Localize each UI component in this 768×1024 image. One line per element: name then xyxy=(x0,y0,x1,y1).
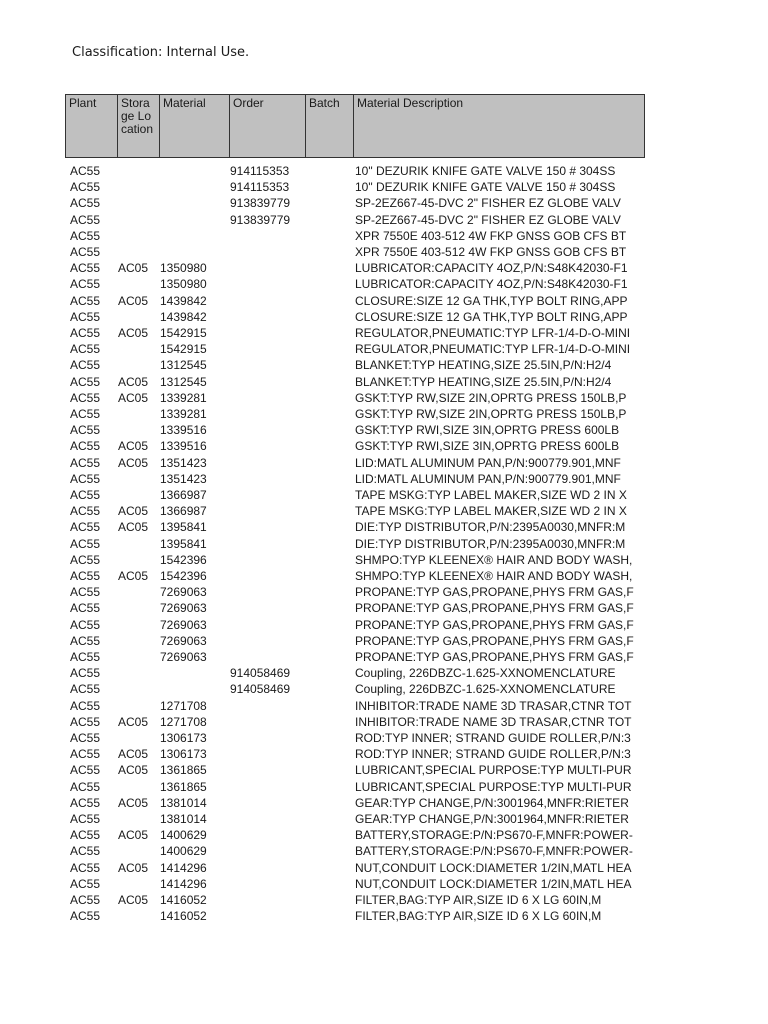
cell-material-description: GEAR:TYP CHANGE,P/N:3001964,MNFR:RIETER xyxy=(355,795,629,810)
cell-storage-location: AC05 xyxy=(118,293,149,308)
cell-plant: AC55 xyxy=(70,455,101,470)
cell-plant: AC55 xyxy=(70,860,101,875)
table-row xyxy=(0,228,768,244)
cell-material: 1339516 xyxy=(160,423,207,438)
cell-plant: AC55 xyxy=(70,795,101,810)
cell-plant: AC55 xyxy=(70,569,101,583)
cell-material: 7269063 xyxy=(160,585,207,600)
table-row xyxy=(0,568,768,584)
cell-plant: AC55 xyxy=(70,342,101,357)
table-row xyxy=(0,762,768,778)
cell-material: 1395841 xyxy=(160,536,207,551)
cell-material-description: FILTER,BAG:TYP AIR,SIZE ID 6 X LG 60IN,M xyxy=(355,893,602,907)
cell-material-description: LUBRICANT,SPECIAL PURPOSE:TYP MULTI-PUR xyxy=(355,779,632,794)
cell-material-description: BATTERY,STORAGE:P/N:PS670-F,MNFR:POWER- xyxy=(355,844,633,859)
cell-plant: AC55 xyxy=(70,698,101,713)
cell-material-description: GSKT:TYP RWI,SIZE 3IN,OPRTG PRESS 600LB xyxy=(355,439,620,454)
cell-material-description: TAPE MSKG:TYP LABEL MAKER,SIZE WD 2 IN X xyxy=(355,504,627,519)
table-row xyxy=(0,276,768,292)
table-row xyxy=(0,876,768,892)
cell-order: 913839779 xyxy=(230,196,291,211)
cell-material-description: PROPANE:TYP GAS,PROPANE,PHYS FRM GAS,F xyxy=(355,601,634,616)
cell-storage-location: AC05 xyxy=(118,747,149,762)
cell-material: 1414296 xyxy=(160,876,207,891)
cell-material: 1395841 xyxy=(160,520,207,535)
cell-plant: AC55 xyxy=(70,909,101,924)
header-material: Material xyxy=(159,95,229,157)
table-row xyxy=(0,487,768,503)
table-row xyxy=(0,471,768,487)
cell-plant: AC55 xyxy=(70,439,101,454)
cell-plant: AC55 xyxy=(70,504,101,519)
table-row xyxy=(0,357,768,373)
cell-material-description: LID:MATL ALUMINUM PAN,P/N:900779.901,MNF xyxy=(355,471,621,486)
table-row xyxy=(0,552,768,568)
cell-material-description: 10" DEZURIK KNIFE GATE VALVE 150 # 304SS xyxy=(355,180,616,195)
table-row xyxy=(0,698,768,714)
cell-material-description: PROPANE:TYP GAS,PROPANE,PHYS FRM GAS,F xyxy=(355,617,634,632)
table-row xyxy=(0,519,768,535)
cell-material-description: SHMPO:TYP KLEENEX® HAIR AND BODY WASH, xyxy=(355,569,633,583)
cell-plant: AC55 xyxy=(70,293,101,308)
header-storage-location: Storage Location xyxy=(117,95,159,157)
header-plant: Plant xyxy=(69,96,97,110)
cell-material: 1271708 xyxy=(160,714,207,729)
cell-material-description: GSKT:TYP RW,SIZE 2IN,OPRTG PRESS 150LB,P xyxy=(355,390,627,405)
cell-material: 1339281 xyxy=(160,390,207,405)
cell-material: 1542915 xyxy=(160,326,207,340)
cell-material-description: XPR 7550E 403-512 4W FKP GNSS GOB CFS BT xyxy=(355,228,627,243)
table-row xyxy=(0,584,768,600)
table-row xyxy=(0,503,768,519)
table-row xyxy=(0,665,768,681)
cell-material: 1350980 xyxy=(160,261,207,276)
table-row xyxy=(0,714,768,730)
cell-material: 7269063 xyxy=(160,650,207,664)
cell-material: 1306173 xyxy=(160,731,207,745)
cell-storage-location: AC05 xyxy=(118,828,149,843)
cell-material-description: GSKT:TYP RW,SIZE 2IN,OPRTG PRESS 150LB,P xyxy=(355,407,627,421)
header-order: Order xyxy=(229,95,305,157)
cell-material-description: INHIBITOR:TRADE NAME 3D TRASAR,CTNR TOT xyxy=(355,698,632,713)
cell-storage-location: AC05 xyxy=(118,504,149,519)
table-row xyxy=(0,600,768,616)
table-row xyxy=(0,195,768,211)
cell-plant: AC55 xyxy=(70,828,101,843)
cell-material-description: GEAR:TYP CHANGE,P/N:3001964,MNFR:RIETER xyxy=(355,812,629,826)
table-row xyxy=(0,779,768,795)
cell-material: 1350980 xyxy=(160,277,207,292)
cell-material: 7269063 xyxy=(160,601,207,616)
cell-plant: AC55 xyxy=(70,585,101,600)
cell-material-description: GSKT:TYP RWI,SIZE 3IN,OPRTG PRESS 600LB xyxy=(355,423,620,438)
cell-material: 1366987 xyxy=(160,488,207,502)
table-row xyxy=(0,908,768,924)
table-row xyxy=(0,438,768,454)
table-row xyxy=(0,406,768,422)
cell-plant: AC55 xyxy=(70,893,101,907)
cell-plant: AC55 xyxy=(70,212,101,227)
cell-material-description: DIE:TYP DISTRIBUTOR,P/N:2395A0030,MNFR:M xyxy=(355,520,626,535)
cell-material: 1416052 xyxy=(160,893,207,907)
cell-material-description: PROPANE:TYP GAS,PROPANE,PHYS FRM GAS,F xyxy=(355,633,634,648)
cell-plant: AC55 xyxy=(70,763,101,778)
cell-order: 914115353 xyxy=(230,180,290,195)
cell-storage-location: AC05 xyxy=(118,390,149,405)
cell-material: 1542915 xyxy=(160,342,207,357)
cell-material-description: BLANKET:TYP HEATING,SIZE 25.5IN,P/N:H2/4 xyxy=(355,374,612,389)
cell-material-description: PROPANE:TYP GAS,PROPANE,PHYS FRM GAS,F xyxy=(355,650,634,664)
cell-order: 914058469 xyxy=(230,682,291,697)
cell-material: 7269063 xyxy=(160,617,207,632)
cell-plant: AC55 xyxy=(70,633,101,648)
cell-material-description: LUBRICANT,SPECIAL PURPOSE:TYP MULTI-PUR xyxy=(355,763,632,778)
cell-plant: AC55 xyxy=(70,714,101,729)
cell-material: 1361865 xyxy=(160,763,207,778)
table-row xyxy=(0,746,768,762)
cell-plant: AC55 xyxy=(70,164,101,178)
table-header xyxy=(65,94,645,158)
cell-plant: AC55 xyxy=(70,552,101,567)
cell-material: 1312545 xyxy=(160,358,207,373)
table-row xyxy=(0,163,768,179)
cell-storage-location: AC05 xyxy=(118,520,149,535)
cell-material-description: REGULATOR,PNEUMATIC:TYP LFR-1/4-D-O-MINI xyxy=(355,342,631,357)
cell-material-description: SHMPO:TYP KLEENEX® HAIR AND BODY WASH, xyxy=(355,552,633,567)
table-row xyxy=(0,649,768,665)
cell-material-description: 10" DEZURIK KNIFE GATE VALVE 150 # 304SS xyxy=(355,164,616,178)
cell-material-description: DIE:TYP DISTRIBUTOR,P/N:2395A0030,MNFR:M xyxy=(355,536,626,551)
cell-storage-location: AC05 xyxy=(118,439,149,454)
cell-material: 1542396 xyxy=(160,569,207,583)
table-row xyxy=(0,212,768,228)
cell-material-description: CLOSURE:SIZE 12 GA THK,TYP BOLT RING,APP xyxy=(355,293,628,308)
cell-material-description: ROD:TYP INNER; STRAND GUIDE ROLLER,P/N:3 xyxy=(355,731,631,745)
cell-plant: AC55 xyxy=(70,196,101,211)
table-row xyxy=(0,795,768,811)
cell-storage-location: AC05 xyxy=(118,893,149,907)
cell-material-description: REGULATOR,PNEUMATIC:TYP LFR-1/4-D-O-MINI xyxy=(355,326,631,340)
cell-plant: AC55 xyxy=(70,876,101,891)
cell-plant: AC55 xyxy=(70,245,101,259)
classification-label: Classification: Internal Use. xyxy=(72,45,250,60)
cell-material-description: CLOSURE:SIZE 12 GA THK,TYP BOLT RING,APP xyxy=(355,309,628,324)
cell-material-description: XPR 7550E 403-512 4W FKP GNSS GOB CFS BT xyxy=(355,245,627,259)
cell-material: 1339281 xyxy=(160,407,207,421)
cell-order: 914115353 xyxy=(230,164,290,178)
cell-material: 1361865 xyxy=(160,779,207,794)
cell-plant: AC55 xyxy=(70,617,101,632)
cell-material: 1439842 xyxy=(160,309,207,324)
table-row xyxy=(0,374,768,390)
cell-material-description: Coupling, 226DBZC-1.625-XXNOMENCLATURE xyxy=(355,682,616,697)
table-row xyxy=(0,293,768,309)
cell-material: 1400629 xyxy=(160,844,207,859)
table-row xyxy=(0,422,768,438)
cell-material-description: FILTER,BAG:TYP AIR,SIZE ID 6 X LG 60IN,M xyxy=(355,909,602,924)
cell-plant: AC55 xyxy=(70,650,101,664)
cell-material: 1306173 xyxy=(160,747,207,762)
cell-plant: AC55 xyxy=(70,180,101,195)
cell-plant: AC55 xyxy=(70,682,101,697)
cell-material: 1351423 xyxy=(160,455,207,470)
cell-material-description: NUT,CONDUIT LOCK:DIAMETER 1/2IN,MATL HEA xyxy=(355,860,632,875)
table-row xyxy=(0,325,768,341)
cell-plant: AC55 xyxy=(70,423,101,438)
cell-material: 1271708 xyxy=(160,698,207,713)
cell-material-description: INHIBITOR:TRADE NAME 3D TRASAR,CTNR TOT xyxy=(355,714,632,729)
cell-plant: AC55 xyxy=(70,731,101,745)
cell-storage-location: AC05 xyxy=(118,261,149,276)
cell-material-description: Coupling, 226DBZC-1.625-XXNOMENCLATURE xyxy=(355,666,616,681)
cell-plant: AC55 xyxy=(70,277,101,292)
table-row xyxy=(0,827,768,843)
cell-material: 1366987 xyxy=(160,504,207,519)
cell-storage-location: AC05 xyxy=(118,714,149,729)
cell-storage-location: AC05 xyxy=(118,795,149,810)
cell-storage-location: AC05 xyxy=(118,374,149,389)
cell-plant: AC55 xyxy=(70,407,101,421)
cell-plant: AC55 xyxy=(70,601,101,616)
table-row xyxy=(0,843,768,859)
cell-plant: AC55 xyxy=(70,747,101,762)
table-row xyxy=(0,260,768,276)
table-row xyxy=(0,309,768,325)
cell-material-description: ROD:TYP INNER; STRAND GUIDE ROLLER,P/N:3 xyxy=(355,747,631,762)
cell-storage-location: AC05 xyxy=(118,455,149,470)
cell-plant: AC55 xyxy=(70,358,101,373)
cell-material: 1400629 xyxy=(160,828,207,843)
cell-material-description: PROPANE:TYP GAS,PROPANE,PHYS FRM GAS,F xyxy=(355,585,634,600)
header-material-description: Material Description xyxy=(353,95,644,157)
cell-order: 914058469 xyxy=(230,666,291,681)
table-row xyxy=(0,617,768,633)
cell-order: 913839779 xyxy=(230,212,291,227)
cell-material-description: NUT,CONDUIT LOCK:DIAMETER 1/2IN,MATL HEA xyxy=(355,876,632,891)
cell-material-description: LUBRICATOR:CAPACITY 4OZ,P/N:S48K42030-F1 xyxy=(355,261,628,276)
table-row xyxy=(0,860,768,876)
cell-storage-location: AC05 xyxy=(118,569,149,583)
cell-plant: AC55 xyxy=(70,471,101,486)
table-row xyxy=(0,179,768,195)
cell-plant: AC55 xyxy=(70,488,101,502)
cell-material-description: LID:MATL ALUMINUM PAN,P/N:900779.901,MNF xyxy=(355,455,621,470)
cell-material: 1351423 xyxy=(160,471,207,486)
cell-material: 1439842 xyxy=(160,293,207,308)
table-row xyxy=(0,811,768,827)
cell-plant: AC55 xyxy=(70,812,101,826)
header-batch: Batch xyxy=(305,95,353,157)
table-row xyxy=(0,633,768,649)
table-row xyxy=(0,536,768,552)
cell-plant: AC55 xyxy=(70,261,101,276)
cell-plant: AC55 xyxy=(70,309,101,324)
table-row xyxy=(0,341,768,357)
cell-plant: AC55 xyxy=(70,666,101,681)
table-row xyxy=(0,681,768,697)
table-row xyxy=(0,244,768,260)
cell-plant: AC55 xyxy=(70,326,101,340)
cell-material-description: SP-2EZ667-45-DVC 2" FISHER EZ GLOBE VALV xyxy=(355,212,621,227)
table-row xyxy=(0,455,768,471)
cell-material-description: SP-2EZ667-45-DVC 2" FISHER EZ GLOBE VALV xyxy=(355,196,621,211)
cell-material-description: BATTERY,STORAGE:P/N:PS670-F,MNFR:POWER- xyxy=(355,828,633,843)
table-row xyxy=(0,892,768,908)
cell-plant: AC55 xyxy=(70,779,101,794)
cell-material: 1312545 xyxy=(160,374,207,389)
cell-storage-location: AC05 xyxy=(118,860,149,875)
cell-storage-location: AC05 xyxy=(118,763,149,778)
cell-material: 1414296 xyxy=(160,860,207,875)
cell-material: 1381014 xyxy=(160,795,207,810)
cell-material: 1339516 xyxy=(160,439,207,454)
cell-plant: AC55 xyxy=(70,520,101,535)
cell-material: 1416052 xyxy=(160,909,207,924)
cell-material-description: LUBRICATOR:CAPACITY 4OZ,P/N:S48K42030-F1 xyxy=(355,277,628,292)
cell-material-description: BLANKET:TYP HEATING,SIZE 25.5IN,P/N:H2/4 xyxy=(355,358,612,373)
cell-storage-location: AC05 xyxy=(118,326,149,340)
table-row xyxy=(0,730,768,746)
table-row xyxy=(0,390,768,406)
cell-plant: AC55 xyxy=(70,844,101,859)
cell-plant: AC55 xyxy=(70,536,101,551)
cell-material: 1381014 xyxy=(160,812,207,826)
cell-plant: AC55 xyxy=(70,228,101,243)
cell-material: 1542396 xyxy=(160,552,207,567)
cell-plant: AC55 xyxy=(70,390,101,405)
cell-material: 7269063 xyxy=(160,633,207,648)
cell-plant: AC55 xyxy=(70,374,101,389)
cell-material-description: TAPE MSKG:TYP LABEL MAKER,SIZE WD 2 IN X xyxy=(355,488,627,502)
